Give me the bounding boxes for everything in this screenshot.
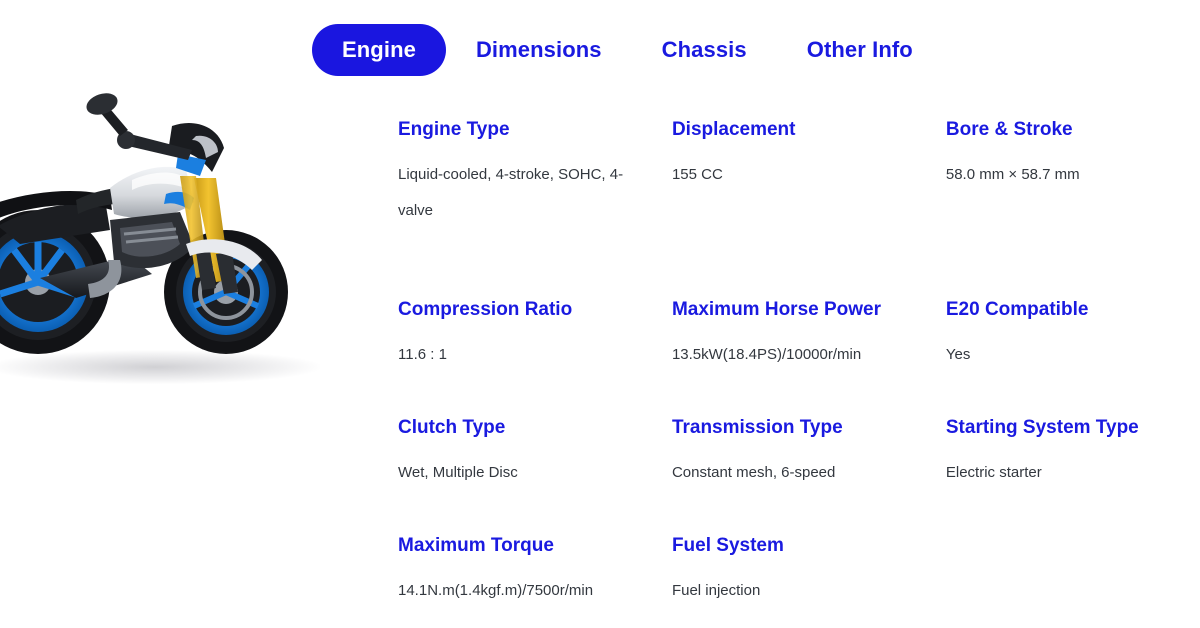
- spec-item-e20-compatible: [946, 298, 1200, 373]
- spec-label: Clutch Type: [398, 417, 506, 438]
- tab-engine[interactable]: Engine: [312, 24, 446, 76]
- spec-item-starting-system-type: [946, 416, 1200, 491]
- spec-item-displacement: [672, 118, 946, 229]
- spec-row: [398, 416, 1200, 491]
- spec-label: Maximum Torque: [398, 535, 554, 556]
- spec-value: Yes: [945, 346, 971, 363]
- spec-value: Constant mesh, 6-speed: [671, 464, 836, 481]
- spec-item-compression-ratio: [398, 298, 672, 373]
- spec-item-clutch-type: [398, 416, 672, 491]
- tab-other-info[interactable]: Other Info: [806, 37, 913, 62]
- spec-label: Transmission Type: [671, 417, 843, 438]
- spec-label: Bore & Stroke: [945, 119, 1073, 140]
- spec-value: Electric starter: [945, 464, 1042, 481]
- spec-row: [398, 298, 1200, 373]
- spec-label: Maximum Horse Power: [671, 299, 882, 320]
- spec-row: [398, 118, 1200, 229]
- spec-value: 13.5kW(18.4PS)/10000r/min: [671, 346, 862, 363]
- spec-label: Displacement: [671, 119, 796, 140]
- spec-value: 11.6 : 1: [398, 346, 447, 363]
- spec-item-engine-type: [398, 118, 672, 229]
- motorcycle-icon: [0, 30, 345, 370]
- tab-dimensions[interactable]: Dimensions: [475, 37, 602, 62]
- spec-tabs: [312, 24, 943, 76]
- spec-grid: [398, 118, 1200, 609]
- spec-item-maximum-torque: [398, 534, 672, 609]
- spec-label: Fuel System: [671, 535, 784, 556]
- product-image-pane: [0, 0, 345, 400]
- spec-label: E20 Compatible: [945, 299, 1089, 320]
- spec-item-fuel-system: [672, 534, 946, 609]
- spec-value: 14.1N.m(1.4kgf.m)/7500r/min: [398, 582, 594, 599]
- spec-value: Wet, Multiple Disc: [398, 464, 518, 481]
- spec-value: 155 CC: [671, 166, 723, 183]
- spec-label: Engine Type: [398, 119, 510, 140]
- spec-value: Fuel injection: [671, 582, 761, 599]
- spec-item-maximum-horse-power: [672, 298, 946, 373]
- spec-row: [398, 534, 1200, 609]
- tab-chassis[interactable]: Chassis: [661, 37, 747, 62]
- spec-value: Liquid-cooled, 4-stroke, SOHC, 4-valve: [398, 166, 624, 219]
- product-shadow: [0, 350, 320, 384]
- spec-value: 58.0 mm × 58.7 mm: [945, 166, 1080, 183]
- spec-item-transmission-type: [672, 416, 946, 491]
- spec-label: Starting System Type: [945, 417, 1139, 438]
- spec-label: Compression Ratio: [398, 299, 573, 320]
- spec-item-bore-stroke: [946, 118, 1200, 229]
